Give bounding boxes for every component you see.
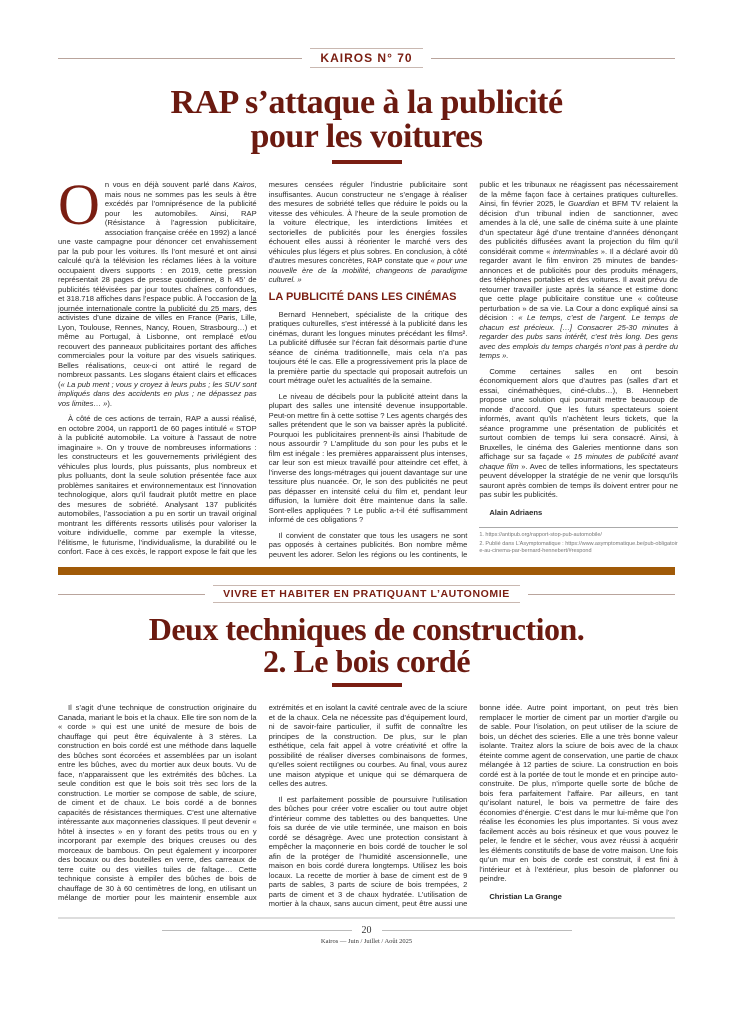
page-number: 20	[361, 924, 372, 936]
kicker-bar	[58, 48, 675, 68]
drop-cap: O	[58, 172, 100, 237]
text: n vous en déjà souvent parlé dans	[104, 180, 233, 189]
section-divider-band	[58, 567, 675, 575]
text: Comme certaines salles en ont besoin économiquement alors que d’autres pas (salles d’art et essai, cinémathèques, ciné-clubs…), B. Hennebert propose une solution qui pourrait mettre beaucoup de monde d’accord. Que les futurs spectateurs soient informés, avant qu’ils n’achètent leurs tickets, que la séance programme une présentation de publicités et surtout combien de temps lui sera consacré. Ainsi, à Bruxelles, le cinéma des Galeries mentionne dans son affichage sur sa façade «	[479, 366, 678, 461]
title-underline	[332, 683, 402, 687]
quote: « Le temps, c’est de l’argent. Le temps de chacun est précieux. […] Consacrer 25-30 minutes à regarder des pubs sans intérêt, c’est très long. Des gens avec des emplois du temps chargés n’ont pas à perdre du temps ».	[479, 313, 678, 360]
title-line-2: pour les voitures	[250, 118, 483, 155]
article2-body	[58, 703, 678, 909]
paragraph: Le niveau de décibels pour la publicité atteint dans la plupart des salles une intensité devenue insupportable. Peut-on mettre fin à cette sottise ? Les agents chargés des salles prétendent que le son va baisser après la publicité. Pourquoi les publicitaires prennent-ils ainsi l’habitude de nous assourdir ? L’amplitude du son pour les pubs et le film est inégale : les premières apparaissent plus intenses, car leur son est mieux travaillé pour atteindre cet effet, à l’inverse des longs-métrages qui jouent davantage sur une tessiture plus nuancée. Or, le son des publicités ne peut pas dépasser en intensité celui du film et, pendant leur diffusion, la lumière doit être maintenue dans la salle. Sont-elles appliquées ? Le public a-t-il été suffisamment informé de ces obligations ?	[268, 391, 468, 524]
kicker-bar	[58, 585, 675, 603]
footnote-divider	[479, 527, 678, 528]
section-subheading: LA PUBLICITÉ DANS LES CINÉMAS	[268, 290, 457, 303]
paragraph: Il s’agit d’une technique de construction originaire du Canada, mariant le bois et la chaux. Elle tire son nom de la « corde » qui est une unité de mesure de bois de chauffage qui peut être équivalente à 3 stères. La construction en bois cordé est une méthode dans laquelle des bûches sont écorcées et assemblées par un isolant entre les bûches, avec du mortier aux deux bouts. Vu de face, n’apparaissent que les extrémités des bûches. La seule condition est que le bois soit très sec lors de la construction. Le mortier se compose de sable, de sciure, de ciment et de chaux. Le bois cordé a de bonnes capacités de résistances thermiques. C’est une alternative intéressante aux maçonneries classiques. Il peut devenir « hôtel à insectes » en y forant des petits trous ou en y incorporant par exemple des briques creuses ou des morceaux de bambous. On peut également y incorporer des bocaux ou des bouteilles en verre, des carreaux de terre cuite ou des vieilles tuiles de faîtage… Cette technique consiste à empiler des bûches de bois de chauffage de 30 à 60 centimètres de long, en utilisant un mélange de mortier pour les maintenir ensemble aux extrémités et en isolant la cavité centrale avec de la sciure et de la chaux. Cela ne nécessite pas d’équipement lourd, ni de savoir-faire particulier, il suffit de connaître les principes de la construction. De plus, sur le plan esthétique, cela fait appel à votre créativité et offre la possibilité de réaliser diverses combinaisons de formes, qu’elles soient rectilignes ou courbes. Au final, vous aurez une maison atypique et unique qui se démarquera de celles des autres.	[58, 703, 468, 902]
text-italic: interminables	[552, 246, 599, 256]
footnote-2[interactable]: 2. Publié dans L’Asymptomatique : https://www.asymptomatique.be/pub-obligatoire-au-cinema-par-bernard-hennebert/#respond	[479, 541, 678, 554]
title-underline	[332, 160, 402, 164]
author-signature: Alain Adriaens	[489, 507, 543, 517]
text: Il convient de constater que tous les usagers ne sont pas opposés à certaines publicités. Bon nombre même peuvent les adorer. Selon les régions ou les continents, le public et les tribunaux ne réagissent pas nécessairement de la même façon face à certaines pratiques culturelles. Ainsi, fin février 2025, le	[268, 180, 678, 559]
article-title	[40, 86, 693, 154]
kicker-line-right	[431, 58, 675, 59]
quote: 15 minutes de publicité avant chaque film	[479, 452, 678, 471]
footer-rule-left	[162, 930, 352, 931]
kicker-line-left	[58, 594, 205, 595]
text: , mais nous ne sommes pas les seuls à être excédés par l’omniprésence de la publicité pour les automobiles. Ainsi, RAP (Résistance à l’agression publicitaire, association française créée en 1992) a lancé une vaste campagne pour dénoncer cet envahissement par la pub pour les voitures. Ils l’ont mesuré et ont ainsi calculé qu’à la télévision les réclames liées à la voiture occupaient divers supports : en 2019, cette pression représentait 28 pages de presse quotidienne, 8 h 45’ de publicités télévisées par jour toutes chaînes confondues, et 318.718 affiches dans l’espace public. À l’occasion de	[58, 180, 257, 303]
section-kicker: VIVRE ET HABITER EN PRATIQUANT L’AUTONOMIE	[213, 585, 520, 603]
title-line-1: RAP s’attaque à la publicité	[170, 84, 563, 121]
title-line-2: 2. Le bois cordé	[262, 643, 471, 679]
text: , des activistes d’une dizaine de villes en France (Paris, Lille, Lyon, Toulouse, Rennes, Nancy, Rouen, Strasbourg…) et même au Portugal, à Lisbonne, ont remplacé et/ou recouvert des panneaux publicitaires portant des affiches commerciales pour la voiture par des visuels satiriques. Belles réalisations, ceux-ci ont attiré le regard de nombreux passants. Les slogans étaient clairs et efficaces (	[58, 303, 257, 389]
text-italic: Guardian	[567, 199, 600, 208]
text: À côté de ces actions de terrain, RAP a aussi réalisé, en octobre 2004, un rapport1 de 60 pages intitulé « STOP à la publicité automobile. La voiture à l’assaut de notre imaginaire ». On y trouve de nombreuses informations : les constructeurs et les gouvernements privilégient des véhicules plus lourds, plus puissants, plus nombreux et plus polluants, dont la seule solution présentée face aux problèmes sanitaires et environnementaux est l’innovation technologique, alors qu’il faudrait plutôt mettre en place des mesures de sobriété. Analysant 137 publicités automobiles, l’association a pu en sortir un travail original montrant les différents ressorts utilisés pour valoriser la voiture individuelle, comme par exemple la vitesse, l’élitisme, le futurisme, l’individualisme, la durabilité ou le confort. Face à ces excès, le rapport expose le fait que les mesures censées réguler l’industrie publicitaire sont insuffisantes. Aucun constructeur ne s’engage à réaliser des mesures de sobriété telles que réduire le poids ou la vitesse des véhicules. À l’heure de la seule promotion de la voiture électrique, les interdictions limitées et sectorielles de publicités pour les énergies fossiles échouent elles aussi à réorienter le marché vers des véhicules plus légers et plus sobres. En conclusion, à côté d’autres mesures concrètes, RAP constate que	[58, 180, 468, 556]
text: ». Il a déclaré avoir dû regarder avant le film environ 25 minutes de bandes-annonces et de publicités pour des produits ménagers, des téléphones portables et des voitures. Il avait prévu de retourner travailler juste après la séance et estime donc que cette plage publicitaire constitue une « coûteuse perturbation » de sa vie. La Cour a donc expliqué ainsi sa décision :	[479, 246, 678, 322]
paragraph: Bernard Hennebert, spécialiste de la critique des pratiques culturelles, s’est intéressé à la publicité dans les cinémas, durant les longues minutes précédant les films². La publicité diffusée sur l’écran fait désormais partie d’une séance de cinéma traditionnelle, mais cela n’a pas toujours été le cas. Elle a progressivement pris la place de la première partie du spectacle qui proposait autrefois un court métrage ou/et les actualités de la semaine.	[268, 309, 468, 385]
issue-kicker: KAIROS N° 70	[310, 48, 422, 68]
paragraph	[58, 172, 257, 408]
kicker-line-right	[528, 594, 675, 595]
author-signature: Christian La Grange	[489, 891, 562, 901]
title-line-1: Deux techniques de construction.	[148, 611, 585, 647]
publication-info: Kairos — Juin / Juillet / Août 2025	[320, 937, 413, 945]
text: ).	[107, 398, 113, 408]
footer	[0, 925, 733, 936]
paragraph	[479, 367, 678, 500]
inline-link[interactable]: la journée internationale contre la publicité du 25 mars	[58, 294, 257, 313]
article1-body	[58, 172, 678, 559]
footer-rule-right	[382, 930, 572, 931]
quote: « La pub ment ; vous y croyez à leurs pubs ; les SUV sont impliqués dans des accidents en plus ; ne dépassez pas vos limites… »	[58, 379, 257, 408]
text: et BFM TV relaient la décision d’un tribunal indien de sanctionner, avec amendes à la clé, une salle de cinéma suite à une plainte d’un spectateur âgé d’une trentaine d’années dénonçant des publicités diffusées avant la projection du film qu’il considérait comme «	[479, 199, 678, 256]
kicker-line-left	[58, 58, 302, 59]
quote: « pour une nouvelle ère de la mobilité, changeons de paradigme culturel. »	[268, 256, 468, 284]
article-title	[40, 613, 693, 677]
footnote-1[interactable]: 1. https://antipub.org/rapport-stop-pub-automobile/	[479, 532, 602, 538]
bottom-divider	[58, 917, 675, 919]
text: ». Avec de telles informations, les spectateurs peuvent développer la stratégie de ne venir que lorsqu’ils sauront après combien de temps ils doivent entrer pour ne pas subir les publicités.	[479, 461, 678, 499]
paragraph: Il est parfaitement possible de poursuivre l’utilisation des bûches pour créer votre escalier ou tout autre objet d’intérieur comme des tablettes ou des banquettes. Une fois sa durée de vie utile terminée, une maison en bois cordé se désagrège. Avec une protection consistant à empêcher la maçonnerie en bois cordé de toucher le sol afin de la protéger de l’humidité ascensionnelle, une maison en bois cordé durera longtemps. Utilisez les bois locaux. La recette de mortier à base de ciment est de 9 parts de sables, 3 parts de sciure de bois trempées, 2 parts de ciment et 3 de chaux hydratée. L’utilisation de mortier à la chaux, sans aucun ciment, peut être aussi une bonne idée. Autre point important, on peut très bien remplacer le mortier de ciment par un mortier d’argile ou de sable. Pour l’isolation, on peut utiliser de la sciure de bois, un déchet des scieries. Elle a une très bonne valeur isolante. Traitez alors la sciure de bois avec de la chaux éteinte comme agent de conservation, une partie de chaux mélangée à 12 parties de sciure. La construction en bois cordé est à la portée de tout le monde et en principe auto-construite. De plus, n’importe quelle sorte de bûche de bois fera parfaitement l’affaire. Par ailleurs, en tant qu’isolant naturel, le bois va permettre de faire des économies d’énergie. C’est dans le mur lui-même que l’on réalise les économies les plus importantes. Si vous avez facilement accès au bois résineux et que vous pouvez le peler, le fendre et le sécher, vous avez réussi à acquérir les éléments constitutifs de base de votre maison. Une fois qu’un mur en bois de corde est construit, il est fini à l’intérieur et à l’extérieur, plus besoin de plafonner ou peindre.	[268, 703, 678, 908]
text-italic: Kairos	[233, 180, 255, 189]
